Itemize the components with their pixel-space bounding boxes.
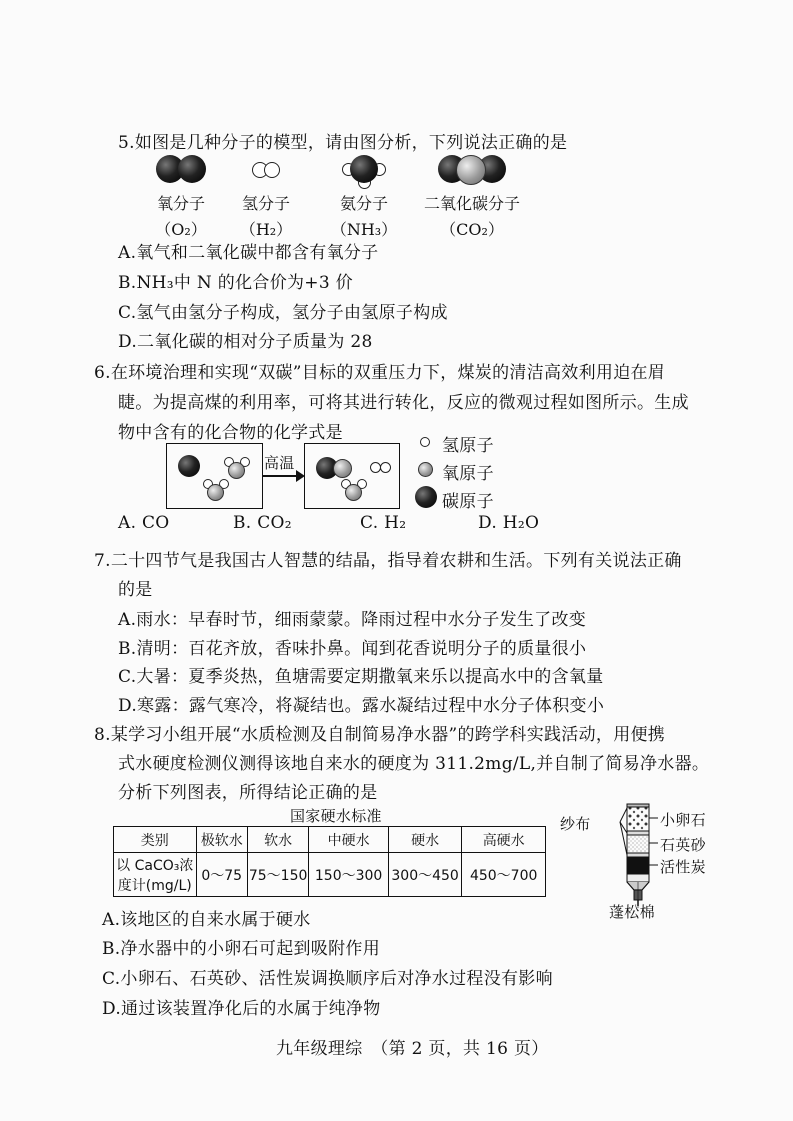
q8-option-b: B.净水器中的小卵石可起到吸附作用 bbox=[102, 939, 380, 959]
table-header-cell: 硬水 bbox=[388, 827, 462, 853]
nh3-formula: （NH₃） bbox=[330, 220, 398, 239]
q6-stem-line-1: 6.在环境治理和实现“双碳”目标的双重压力下，煤炭的清洁高效利用迫在眉 bbox=[94, 363, 666, 383]
q8-option-d: D.通过该装置净化后的水属于纯净物 bbox=[102, 999, 381, 1019]
table-header-cell: 类别 bbox=[114, 827, 197, 853]
h2-label: 氢分子 bbox=[241, 194, 290, 213]
table-cell: 0～75 bbox=[196, 853, 247, 897]
page-footer: 九年级理综 （第 2 页，共 16 页） bbox=[276, 1039, 549, 1059]
q8-stem-line-1: 8.某学习小组开展“水质检测及自制简易净水器”的跨学科实践活动，用便携 bbox=[94, 725, 666, 745]
q5-option-c: C.氢气由氢分子构成，氢分子由氢原子构成 bbox=[118, 303, 448, 323]
q6-option-a: A. CO bbox=[118, 513, 170, 533]
table-cell: 150～300 bbox=[309, 853, 389, 897]
q7-option-b: B.清明：百花齐放，香味扑鼻。闻到花香说明分子的质量很小 bbox=[118, 639, 587, 659]
co2-c-atom-icon bbox=[456, 155, 486, 185]
q6-option-d: D. H₂O bbox=[478, 513, 540, 533]
q8-option-c: C.小卵石、石英砂、活性炭调换顺序后对净水过程没有影响 bbox=[102, 969, 553, 989]
hard-water-standard-table bbox=[113, 826, 546, 897]
legend-hydrogen-label: 氢原子 bbox=[442, 436, 494, 456]
table-cell: 75～150 bbox=[247, 853, 308, 897]
q8-stem-line-2: 式水硬度检测仪测得该地自来水的硬度为 311.2mg/L,并自制了简易净水器。 bbox=[118, 754, 710, 774]
q6-stem-line-3: 物中含有的化合物的化学式是 bbox=[118, 423, 343, 443]
carbon-atom-icon bbox=[178, 455, 200, 477]
arrow-head-icon bbox=[296, 470, 305, 482]
q7-option-a: A.雨水：早春时节，细雨蒙蒙。降雨过程中水分子发生了改变 bbox=[118, 610, 587, 630]
legend-oxygen-icon bbox=[418, 462, 433, 477]
water-molecule-icon bbox=[228, 462, 245, 479]
water-molecule-icon bbox=[207, 484, 224, 501]
o2-label: 氧分子 bbox=[156, 194, 205, 213]
filter-label-cotton: 蓬松棉 bbox=[609, 903, 655, 921]
arrow-label: 高温 bbox=[264, 454, 295, 472]
row-label-line-1: 以 CaCO₃浓 bbox=[116, 857, 194, 874]
nh3-label: 氨分子 bbox=[339, 194, 388, 213]
o2-formula: （O₂） bbox=[155, 220, 207, 239]
q8-stem-line-3: 分析下列图表，所得结论正确的是 bbox=[118, 783, 378, 803]
q5-option-b: B.NH₃中 N 的化合价为+3 价 bbox=[118, 273, 353, 293]
h2-formula: （H₂） bbox=[239, 220, 293, 239]
filter-label-pebble: 小卵石 bbox=[660, 811, 706, 829]
q5-option-d: D.二氧化碳的相对分子质量为 28 bbox=[118, 332, 373, 352]
table-header-cell: 高硬水 bbox=[462, 827, 546, 853]
legend-carbon-label: 碳原子 bbox=[442, 492, 494, 512]
table-title: 国家硬水标准 bbox=[290, 807, 382, 825]
q6-stem-line-2: 睫。为提高煤的利用率，可将其进行转化，反应的微观过程如图所示。生成 bbox=[118, 393, 689, 413]
q6-option-c: C. H₂ bbox=[360, 513, 407, 533]
q7-option-d: D.寒露：露气寒冷，将凝结也。露水凝结过程中水分子体积变小 bbox=[118, 696, 605, 716]
co2-label: 二氧化碳分子 bbox=[423, 194, 520, 213]
filter-label-carbon: 活性炭 bbox=[660, 858, 706, 876]
table-header-cell: 极软水 bbox=[196, 827, 247, 853]
legend-hydrogen-icon bbox=[420, 437, 430, 447]
table-cell: 300～450 bbox=[388, 853, 462, 897]
table-header-cell: 软水 bbox=[247, 827, 308, 853]
q8-option-a: A.该地区的自来水属于硬水 bbox=[102, 910, 311, 930]
co2-formula: （CO₂） bbox=[440, 220, 504, 239]
table-row-label bbox=[114, 853, 197, 897]
q7-stem-line-1: 7.二十四节气是我国古人智慧的结晶，指导着农耕和生活。下列有关说法正确 bbox=[94, 551, 682, 571]
q5-stem: 5.如图是几种分子的模型，请由图分析，下列说法正确的是 bbox=[118, 133, 568, 153]
o2-atom-icon bbox=[178, 155, 206, 183]
water-molecule-icon bbox=[345, 484, 362, 501]
legend-carbon-icon bbox=[415, 486, 437, 508]
co-o-atom-icon bbox=[333, 459, 352, 478]
filter-label-sand: 石英砂 bbox=[660, 836, 706, 854]
reaction-arrow-icon bbox=[262, 475, 300, 477]
q6-option-b: B. CO₂ bbox=[233, 513, 292, 533]
legend-oxygen-label: 氧原子 bbox=[442, 464, 494, 484]
h2-atom-icon bbox=[264, 162, 280, 178]
table-cell: 450～700 bbox=[462, 853, 546, 897]
table-header-cell: 中硬水 bbox=[309, 827, 389, 853]
row-label-line-2: 度计(mg/L) bbox=[117, 877, 192, 894]
nh3-molecule-icon bbox=[350, 155, 378, 183]
q7-option-c: C.大暑：夏季炎热，鱼塘需要定期撒氧来乐以提高水中的含氧量 bbox=[118, 667, 604, 687]
h2-atom-icon bbox=[380, 462, 391, 473]
q5-option-a: A.氧气和二氧化碳中都含有氧分子 bbox=[118, 243, 379, 263]
q7-stem-line-2: 的是 bbox=[118, 580, 153, 600]
filter-label-cloth: 纱布 bbox=[560, 815, 591, 833]
